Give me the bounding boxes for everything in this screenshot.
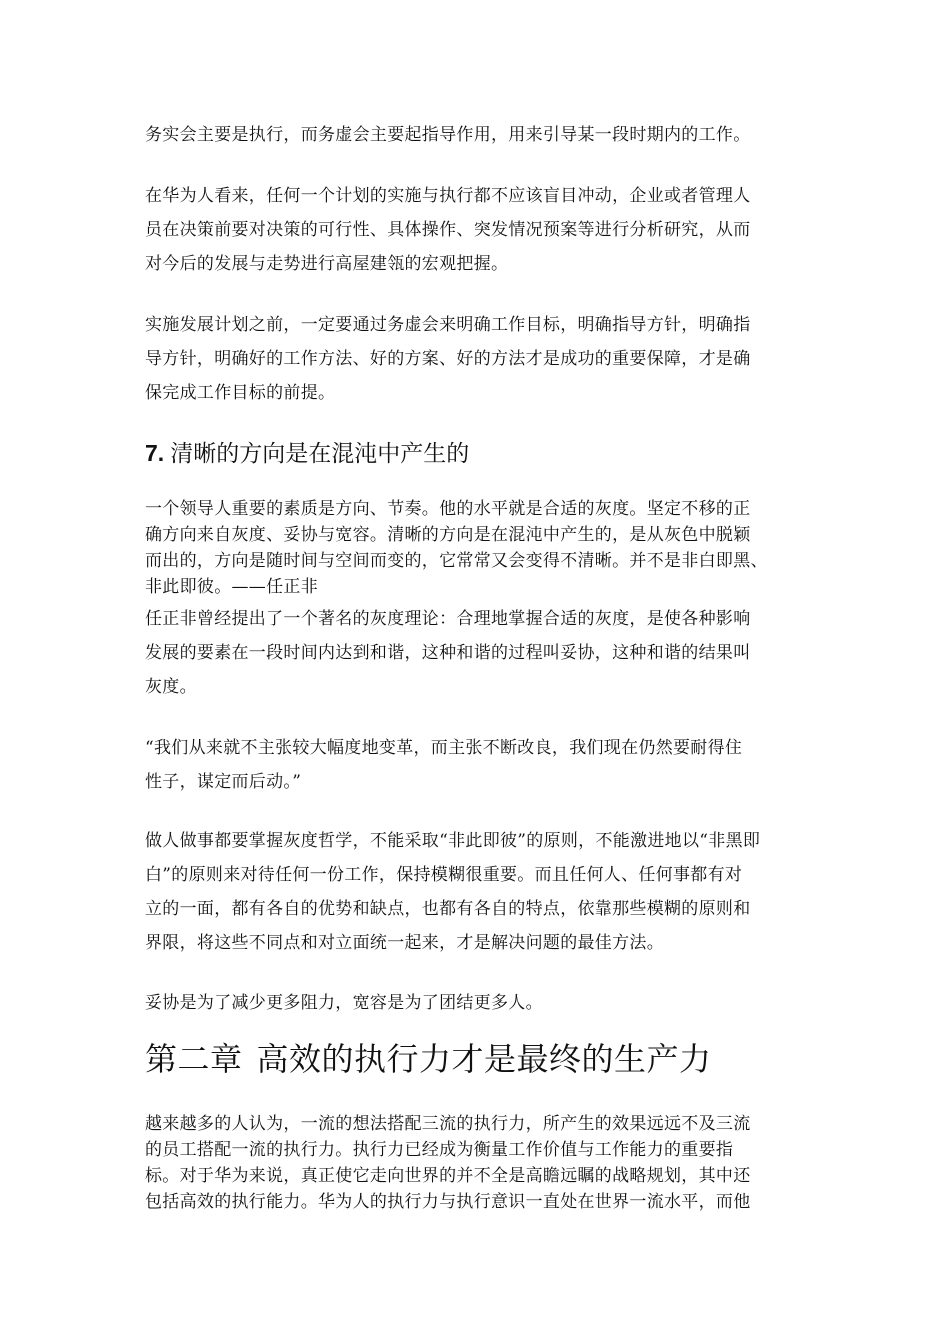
paragraph [145,731,807,799]
text-line: 的员工搭配一流的执行力。执行力已经成为衡量工作价值与工作能力的重要指 [145,1140,734,1160]
paragraph [145,118,807,152]
section-title: 清晰的方向是在混沌中产生的 [170,441,470,467]
paragraph [145,986,807,1020]
text-line: 对今后的发展与走势进行高屋建瓴的宏观把握。 [145,254,509,274]
chapter-heading [145,1036,712,1082]
text-line: “我们从来就不主张较大幅度地变革，而主张不断改良，我们现在仍然要耐得住 [145,738,743,758]
text-line: 导方针，明确好的工作方法、好的方案、好的方法才是成功的重要保障，才是确 [145,349,751,369]
text-line: 发展的要素在一段时间内达到和谐，这种和谐的过程叫妥协，这种和谐的结果叫 [145,643,751,663]
text-line: 白”的原则来对待任何一份工作，保持模糊很重要。而且任何人、任何事都有对 [145,865,743,885]
text-line: 任正非曾经提出了一个著名的灰度理论：合理地掌握合适的灰度，是使各种影响 [145,609,751,629]
text-line: 妥协是为了减少更多阻力，宽容是为了团结更多人。 [145,993,543,1013]
text-line: 界限，将这些不同点和对立面统一起来，才是解决问题的最佳方法。 [145,933,664,953]
paragraph [145,1111,807,1215]
section-number: 7. [145,440,165,466]
text-line: 而出的，方向是随时间与空间而变的，它常常又会变得不清晰。并不是非白即黑、 [145,551,768,571]
text-line: 一个领导人重要的素质是方向、节奏。他的水平就是合适的灰度。坚定不移的正 [145,499,751,519]
text-line: 非此即彼。——任正非 [145,577,318,597]
text-line: 在华为人看来，任何一个计划的实施与执行都不应该盲目冲动，企业或者管理人 [145,186,751,206]
text-line: 越来越多的人认为，一流的想法搭配三流的执行力，所产生的效果远远不及三流 [145,1114,751,1134]
text-line: 做人做事都要掌握灰度哲学，不能采取“非此即彼”的原则，不能激进地以“非黑即 [145,831,761,851]
text-line: 立的一面，都有各自的优势和缺点，也都有各自的特点，依靠那些模糊的原则和 [145,899,751,919]
text-line: 务实会主要是执行，而务虚会主要起指导作用，用来引导某一段时期内的工作。 [145,125,751,145]
paragraph [145,308,807,410]
text-line: 保完成工作目标的前提。 [145,383,336,403]
chapter-number: 第二章 [145,1040,243,1078]
paragraph [145,602,807,704]
text-line: 包括高效的执行能力。华为人的执行力与执行意识一直处在世界一流水平，而他 [145,1192,751,1212]
text-line: 实施发展计划之前，一定要通过务虚会来明确工作目标，明确指导方针，明确指 [145,315,751,335]
text-line: 确方向来自灰度、妥协与宽容。清晰的方向是在混沌中产生的，是从灰色中脱颖 [145,525,751,545]
chapter-title: 高效的执行力才是最终的生产力 [256,1040,712,1078]
paragraph [145,179,807,281]
section-heading [145,436,469,471]
quote-paragraph [145,496,807,600]
text-line: 标。对于华为来说，真正使它走向世界的并不全是高瞻远瞩的战略规划，其中还 [145,1166,751,1186]
text-line: 员在决策前要对决策的可行性、具体操作、突发情况预案等进行分析研究，从而 [145,220,751,240]
text-line: 性子，谋定而后动。” [145,772,302,792]
paragraph [145,824,807,960]
text-line: 灰度。 [145,677,197,697]
